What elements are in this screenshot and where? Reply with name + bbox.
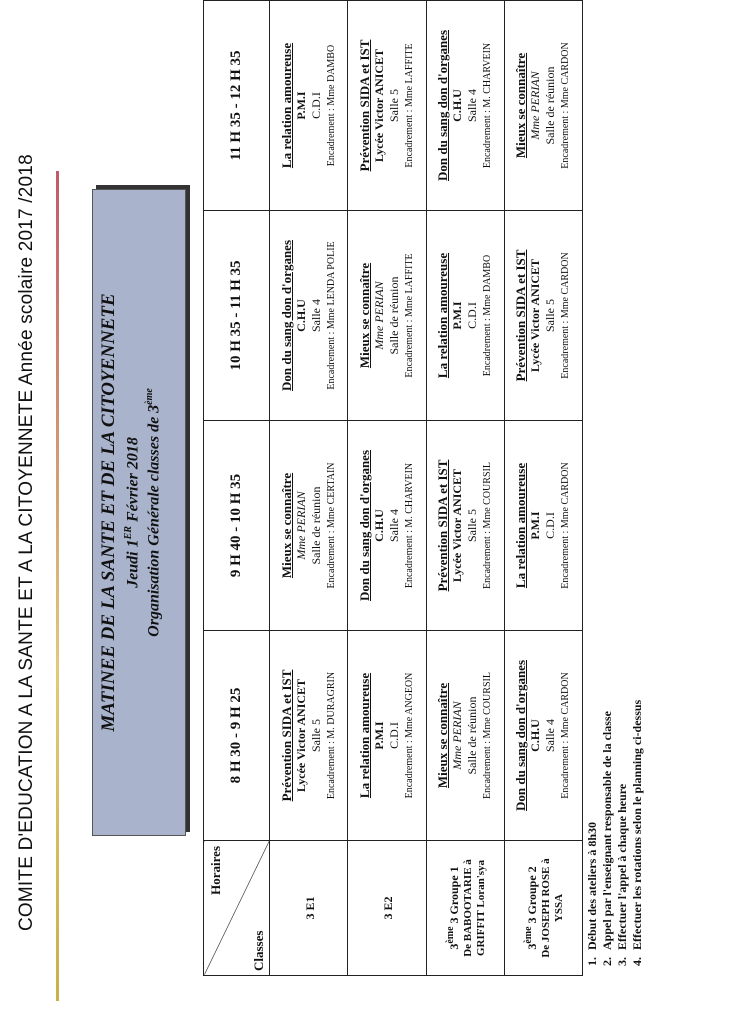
workshop-room: C.D.I xyxy=(308,92,323,119)
workshop-room: Salle 4 xyxy=(543,719,558,752)
workshop-room: Salle de réunion xyxy=(465,696,480,775)
workshop-supervisor: Encadrement : Mme CARDON xyxy=(560,42,572,169)
workshop-supervisor: Encadrement : Mme CARDON xyxy=(560,252,572,379)
instructions-list xyxy=(585,700,645,976)
workshop-activity: La relation amoureuse xyxy=(435,252,451,379)
workshop-supervisor: Encadrement : Mme CARDON xyxy=(560,672,572,799)
event-organisation-text: Organisation Générale classes de 3 xyxy=(145,404,163,637)
workshop-cell xyxy=(270,211,348,421)
schedule-table xyxy=(203,0,583,976)
committee-header: COMITE D'EDUCATION A LA SANTE ET A LA CITOYENNETE Année scolaire 2017 /2018 xyxy=(16,154,37,931)
workshop-activity: Don du sang don d'organes xyxy=(435,30,451,181)
schedule-header-row xyxy=(204,1,270,976)
class-label-cell xyxy=(270,841,348,976)
event-date xyxy=(123,190,142,835)
workshop-supervisor: Encadrement : Mme LENDA POLIE xyxy=(325,241,337,390)
workshop-room: Salle 5 xyxy=(465,509,480,542)
class-name: 3 xyxy=(446,943,461,950)
time-slot-header: 8 H 30 - 9 H 25 xyxy=(204,631,270,841)
workshop-supervisor: Encadrement : Mme CARDON xyxy=(560,462,572,589)
workshop-provider: Lycée Victor ANICET xyxy=(528,258,543,373)
workshop-cell xyxy=(426,631,504,841)
table-corner-cell xyxy=(204,841,270,976)
workshop-cell xyxy=(348,421,426,631)
workshop-supervisor: Encadrement : Mme ANGEON xyxy=(403,672,415,799)
workshop-room: Salle 5 xyxy=(543,299,558,332)
workshop-provider: Mme PERIAN xyxy=(293,491,308,560)
workshop-activity: Mieux se connaître xyxy=(435,682,451,789)
event-date-suffix: Février 2018 xyxy=(124,437,142,527)
workshop-supervisor: Encadrement : Mme LAFFITE xyxy=(403,43,415,168)
workshop-room: Salle 4 xyxy=(386,509,401,542)
workshop-provider: Lycée Victor ANICET xyxy=(293,678,308,793)
workshop-room: Salle 5 xyxy=(386,89,401,122)
workshop-provider: P.M.I xyxy=(293,91,308,120)
instruction-item: 1. Début des ateliers à 8h30 xyxy=(585,700,600,954)
schedule-row xyxy=(426,1,504,976)
workshop-supervisor: Encadrement : Mme COURSIL xyxy=(482,672,494,799)
workshop-cell xyxy=(426,211,504,421)
workshop-activity: La relation amoureuse xyxy=(513,462,529,589)
class-label-cell xyxy=(426,841,504,976)
class-label-cell xyxy=(504,841,582,976)
class-student-range: De JOSEPH ROSE à YSSA xyxy=(539,858,565,958)
time-slot-header: 9 H 40 - 10 H 35 xyxy=(204,421,270,631)
workshop-room: Salle de réunion xyxy=(308,486,323,565)
workshop-activity: Prévention SIDA et IST xyxy=(435,459,451,592)
workshop-activity: Mieux se connaître xyxy=(356,262,372,369)
workshop-activity: Prévention SIDA et IST xyxy=(278,669,294,802)
workshop-provider: Mme PERIAN xyxy=(450,701,465,770)
workshop-cell xyxy=(348,631,426,841)
workshop-supervisor: Encadrement : Mme DAMBO xyxy=(325,44,337,167)
schedule-row xyxy=(270,1,348,976)
time-slot-header: 11 H 35 - 12 H 35 xyxy=(204,1,270,211)
class-student-range: De BABOOTARIE à GRIFFIT Loran'sya xyxy=(461,859,487,957)
workshop-cell xyxy=(504,421,582,631)
class-name: 3 E1 xyxy=(303,896,318,920)
event-date-superscript: ER xyxy=(123,526,134,540)
workshop-cell xyxy=(504,1,582,211)
workshop-room: C.D.I xyxy=(386,722,401,749)
workshop-provider: C.H.U xyxy=(528,719,543,752)
workshop-room: Salle 4 xyxy=(308,299,323,332)
workshop-supervisor: Encadrement : Mme DAMBO xyxy=(482,254,494,377)
workshop-cell xyxy=(426,421,504,631)
workshop-activity: La relation amoureuse xyxy=(278,42,294,169)
workshop-activity: Don du sang don d'organes xyxy=(278,240,294,391)
workshop-room: Salle 4 xyxy=(465,89,480,122)
workshop-provider: Mme PERIAN xyxy=(371,281,386,350)
workshop-provider: Mme PERIAN xyxy=(528,71,543,140)
workshop-cell xyxy=(426,1,504,211)
workshop-cell xyxy=(504,631,582,841)
instruction-item: 3. Effectuer l'appel à chaque heure xyxy=(615,700,630,954)
event-title: MATINEE DE LA SANTE ET DE LA CITOYENNETE xyxy=(98,293,119,732)
workshop-provider: P.M.I xyxy=(450,301,465,330)
class-name: 3 xyxy=(524,943,539,950)
workshop-activity: Mieux se connaître xyxy=(278,472,294,579)
workshop-activity: Prévention SIDA et IST xyxy=(513,249,529,382)
class-name: 3 E2 xyxy=(381,896,396,920)
workshop-activity: Prévention SIDA et IST xyxy=(356,39,372,172)
workshop-activity: Don du sang don d'organes xyxy=(513,660,529,811)
class-group: 3 Groupe 2 xyxy=(524,866,539,927)
header-divider xyxy=(56,171,59,1001)
schedule-row xyxy=(348,1,426,976)
workshop-supervisor: Encadrement : Mme LAFFITE xyxy=(403,253,415,378)
workshop-room: Salle 5 xyxy=(308,719,323,752)
workshop-activity: Don du sang don d'organes xyxy=(356,450,372,601)
corner-label-horaires: Horaires xyxy=(208,846,223,895)
workshop-provider: Lycée Victor ANICET xyxy=(450,468,465,583)
event-date-prefix: Jeudi 1 xyxy=(124,539,142,588)
class-superscript: ème xyxy=(444,926,456,944)
event-organisation xyxy=(144,190,163,835)
workshop-room: Salle de réunion xyxy=(386,276,401,355)
class-superscript: ème xyxy=(522,926,534,944)
workshop-cell xyxy=(270,1,348,211)
workshop-provider: P.M.I xyxy=(371,721,386,750)
workshop-activity: Mieux se connaître xyxy=(513,52,529,159)
class-group: 3 Groupe 1 xyxy=(446,866,461,927)
workshop-room: Salle de réunion xyxy=(543,66,558,145)
workshop-provider: C.H.U xyxy=(371,509,386,542)
workshop-provider: P.M.I xyxy=(528,511,543,540)
workshop-cell xyxy=(270,421,348,631)
event-organisation-superscript: ème xyxy=(144,388,156,405)
workshop-provider: C.H.U xyxy=(450,89,465,122)
instruction-item: 4. Effectuer les rotations selon le planning ci-dessus xyxy=(630,700,645,954)
instruction-item: 2. Appel par l'enseignant responsable de la classe xyxy=(600,700,615,954)
workshop-supervisor: Encadrement : M. CHARVEIN xyxy=(482,42,494,169)
workshop-supervisor: Encadrement : M. DURAGRIN xyxy=(325,671,337,800)
workshop-room: C.D.I xyxy=(543,512,558,539)
schedule-row xyxy=(504,1,582,976)
workshop-provider: C.H.U xyxy=(293,299,308,332)
workshop-supervisor: Encadrement : Mme COURSIL xyxy=(482,462,494,589)
workshop-cell xyxy=(270,631,348,841)
workshop-cell xyxy=(504,211,582,421)
corner-label-classes: Classes xyxy=(251,930,267,971)
workshop-supervisor: Encadrement : Mme CERTAIN xyxy=(325,462,337,589)
time-slot-header: 10 H 35 - 11 H 35 xyxy=(204,211,270,421)
workshop-activity: La relation amoureuse xyxy=(356,672,372,799)
workshop-provider: Lycée Victor ANICET xyxy=(371,48,386,163)
workshop-cell xyxy=(348,211,426,421)
workshop-room: C.D.I xyxy=(465,302,480,329)
event-banner xyxy=(92,189,186,836)
workshop-cell xyxy=(348,1,426,211)
class-label-cell xyxy=(348,841,426,976)
workshop-supervisor: Encadrement : M. CHARVEIN xyxy=(403,462,415,589)
